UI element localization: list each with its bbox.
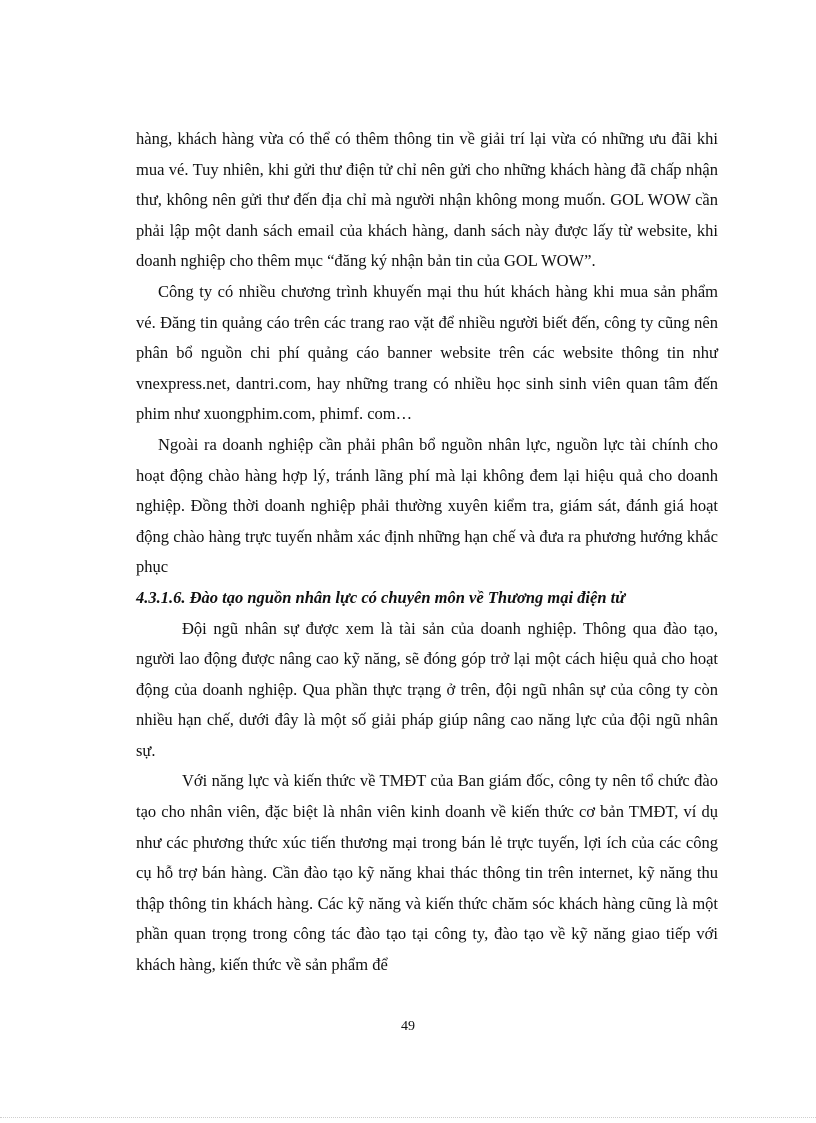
paragraph-staff-training: Đội ngũ nhân sự được xem là tài sản của doanh nghiệp. Thông qua đào tạo, người lao động được nâng cao kỹ năng, sẽ đóng góp trở lại một cách hiệu quả cho hoạt động của doanh nghiệp. Qua phần thực trạng ở trên, đội ngũ nhân sự của công ty còn nhiều hạn chế, dưới đây là một số giải pháp giúp nâng cao năng lực của đội ngũ nhân sự. — [136, 618, 718, 760]
page-bottom-divider — [0, 1117, 816, 1118]
paragraph-promotions: Công ty có nhiều chương trình khuyến mại thu hút khách hàng khi mua sản phẩm vé. Đăng tin quảng cáo trên các trang rao vặt để nhiều người biết đến, công ty cũng nên phân bổ nguồn chi phí quảng cáo banner website trên các website thông tin như vnexpress.net, dantri.com, hay những trang có nhiều học sinh sinh viên quan tâm đến phim như xuongphim.com, phimf. com… — [136, 281, 718, 424]
page-number: 49 — [401, 1019, 415, 1034]
paragraph-resources: Ngoài ra doanh nghiệp cần phải phân bổ nguồn nhân lực, nguồn lực tài chính cho hoạt động chào hàng hợp lý, tránh lãng phí mà lại không đem lại hiệu quả cho doanh nghiệp. Đồng thời doanh nghiệp phải thường xuyên kiểm tra, giám sát, đánh giá hoạt động chào hàng trực tuyến nhằm xác định những hạn chế và đưa ra phương hướng khắc phục — [136, 434, 718, 577]
paragraph-ecommerce-knowledge: Với năng lực và kiến thức về TMĐT của Ban giám đốc, công ty nên tổ chức đào tạo cho nhân viên, đặc biệt là nhân viên kinh doanh về kiến thức cơ bản TMĐT, ví dụ như các phương thức xúc tiến thương mại trong bán lẻ trực tuyến, lợi ích của các công cụ hỗ trợ bán hàng. Cần đào tạo kỹ năng khai thác thông tin trên internet, kỹ năng thu thập thông tin khách hàng. Các kỹ năng và kiến thức chăm sóc khách hàng cũng là một phần quan trọng trong công tác đào tạo tại công ty, đào tạo về kỹ năng giao tiếp với khách hàng, kiến thức về sản phẩm để — [136, 771, 718, 975]
body-text — [136, 124, 718, 981]
section-heading: 4.3.1.6. Đào tạo nguồn nhân lực có chuyên môn về Thương mại điện tử — [136, 587, 626, 607]
paragraph-email-marketing: hàng, khách hàng vừa có thể có thêm thông tin về giải trí lại vừa có những ưu đãi khi mua vé. Tuy nhiên, khi gửi thư điện tử chỉ nên gửi cho những khách hàng đã chấp nhận thư, không nên gửi thư đến địa chỉ mà người nhận không mong muốn. GOL WOW cần phải lập một danh sách email của khách hàng, danh sách này được lấy từ website, khi doanh nghiệp cho thêm mục “đăng ký nhận bản tin của GOL WOW”. — [136, 129, 718, 271]
